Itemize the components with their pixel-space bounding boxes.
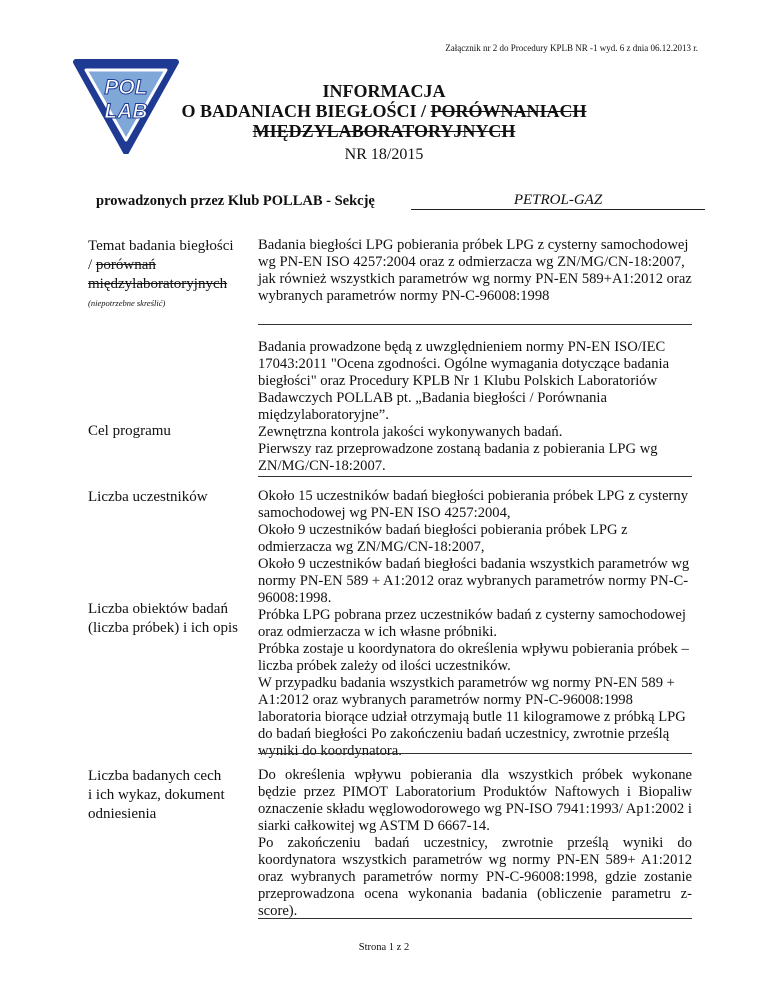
objects-paragraph-1: Próbka LPG pobrana przez uczestników badań z cysterny samochodowej oraz odmierzacza w ich własne próbniki. xyxy=(258,607,686,640)
goal-paragraph-3: Pierwszy raz przeprowadzone zostaną badania z pobierania LPG wg ZN/MG/CN-18:2007. xyxy=(258,441,658,474)
row-topic-label xyxy=(88,237,234,313)
topic-label-line1: Temat badania biegłości xyxy=(88,238,234,254)
participants-paragraph-3: Około 9 uczestników badań biegłości badania wszystkich parametrów wg normy PN-EN 589 + A1:2012 oraz wybranych parametrów normy PN-C-96008:1998. xyxy=(258,556,690,606)
row-goal-content xyxy=(258,339,692,475)
features-paragraph-2: Po zakończeniu badań uczestnicy, zwrotnie prześlą wyniki do koordynatora wszystkich parametrów wg normy PN-EN 589+ A1:2012 oraz wybranych parametrów normy PN-C-96008:1998, gdzie zostanie przeprowadzona ocena wykonania badania (obliczenie parametru z-score). xyxy=(258,835,692,919)
participants-paragraph-1: Około 15 uczestników badań biegłości pobierania próbek LPG z cysterny samochodowej wg PN-EN ISO 4257:2004, xyxy=(258,488,688,521)
features-label-line1: Liczba badanych cech xyxy=(88,768,222,784)
row-participants-content xyxy=(258,488,692,760)
title-line2-struck: PORÓWNANIACH xyxy=(430,101,587,121)
row-topic-rule xyxy=(258,324,692,325)
objects-label-line2: (liczba próbek) i ich opis xyxy=(88,620,238,636)
features-paragraph-1: Do określenia wpływu pobierania dla wszystkich próbek wykonane będzie przez PIMOT Laboratorium Produktów Naftowych i Biopaliw oznaczenie składu węglowodorowego wg PN-ISO 7941:1993/ Ap1:2002 i siarki całkowitej wg ASTM D 6667-14. xyxy=(258,767,692,834)
row-features-label xyxy=(88,767,225,824)
document-number: NR 18/2015 xyxy=(344,146,424,163)
logo-text-pol: POL xyxy=(104,76,148,99)
section-label: prowadzonych przez Klub POLLAB - Sekcję xyxy=(96,193,375,209)
row-features-rule xyxy=(258,918,692,919)
features-label-line3: odniesienia xyxy=(88,806,157,822)
topic-label-note: (niepotrzebne skreślić) xyxy=(88,298,166,308)
title-line1: INFORMACJA xyxy=(322,81,446,101)
title-line2-plain: O BADANIACH BIEGŁOŚCI / xyxy=(181,101,431,121)
objects-paragraph-2: Próbka zostaje u koordynatora do określenia wpływu pobierania próbek – liczba próbek zależy od ilości uczestników. xyxy=(258,641,689,674)
logo-text-lab: LAB xyxy=(104,100,148,123)
row-goal-rule xyxy=(258,476,692,477)
row-objects-rule xyxy=(258,753,692,754)
row-features-content xyxy=(258,767,692,920)
title-line3-struck: MIĘDZYLABORATORYJNYCH xyxy=(252,121,516,141)
row-participants-label: Liczba uczestników xyxy=(88,489,208,505)
page-footer: Strona 1 z 2 xyxy=(358,942,410,953)
topic-label-slash: / xyxy=(88,257,96,273)
topic-label-line2 xyxy=(88,256,234,275)
header-note: Załącznik nr 2 do Procedury KPLB NR -1 wyd. 6 z dnia 06.12.2013 r. xyxy=(445,43,698,53)
row-topic-text: Badania biegłości LPG pobierania próbek LPG z cysterny samochodowej wg PN-EN ISO 4257:2004 oraz z odmierzacza wg ZN/MG/CN-18:2007, jak również wszystkich parametrów wg normy PN-EN 589+A1:2012 oraz wybranych parametrów normy PN-C-96008:1998 xyxy=(258,237,692,304)
row-objects-label xyxy=(88,600,238,638)
participants-paragraph-2: Około 9 uczestników badań biegłości pobierania próbek LPG z odmierzacza wg ZN/MG/CN-18:2007, xyxy=(258,522,628,555)
row-goal-label: Cel programu xyxy=(88,423,171,439)
features-label-line2: i ich wykaz, dokument xyxy=(88,787,225,803)
goal-paragraph-2: Zewnętrzna kontrola jakości wykonywanych badań. xyxy=(258,424,563,440)
title-line2 xyxy=(0,100,768,122)
objects-paragraph-3: W przypadku badania wszystkich parametrów wg normy PN-EN 589 + A1:2012 oraz wybranych parametrów normy PN-C-96008:1998 laboratoria biorące udział otrzymają butle 11 kilogramowe z próbką LPG do badań biegłości Po zakończeniu badań uczestnicy, zwrotnie prześlą wyniki do koordynatora. xyxy=(258,675,686,759)
section-value: PETROL-GAZ xyxy=(513,192,603,208)
topic-label-line3: międzylaboratoryjnych xyxy=(88,276,228,292)
goal-paragraph-1: Badania prowadzone będą z uwzględnieniem normy PN-EN ISO/IEC 17043:2011 "Ocena zgodności. Ogólne wymagania dotyczące badania biegłości" oraz Procedury KPLB Nr 1 Klubu Polskich Laboratoriów Badawczych POLLAB pt. „Badania biegłości / Porównania międzylaboratoryjne”. xyxy=(258,339,670,423)
section-value-underline xyxy=(411,209,705,210)
topic-label-struck: porównań xyxy=(95,257,156,273)
objects-label-line1: Liczba obiektów badań xyxy=(88,601,228,617)
